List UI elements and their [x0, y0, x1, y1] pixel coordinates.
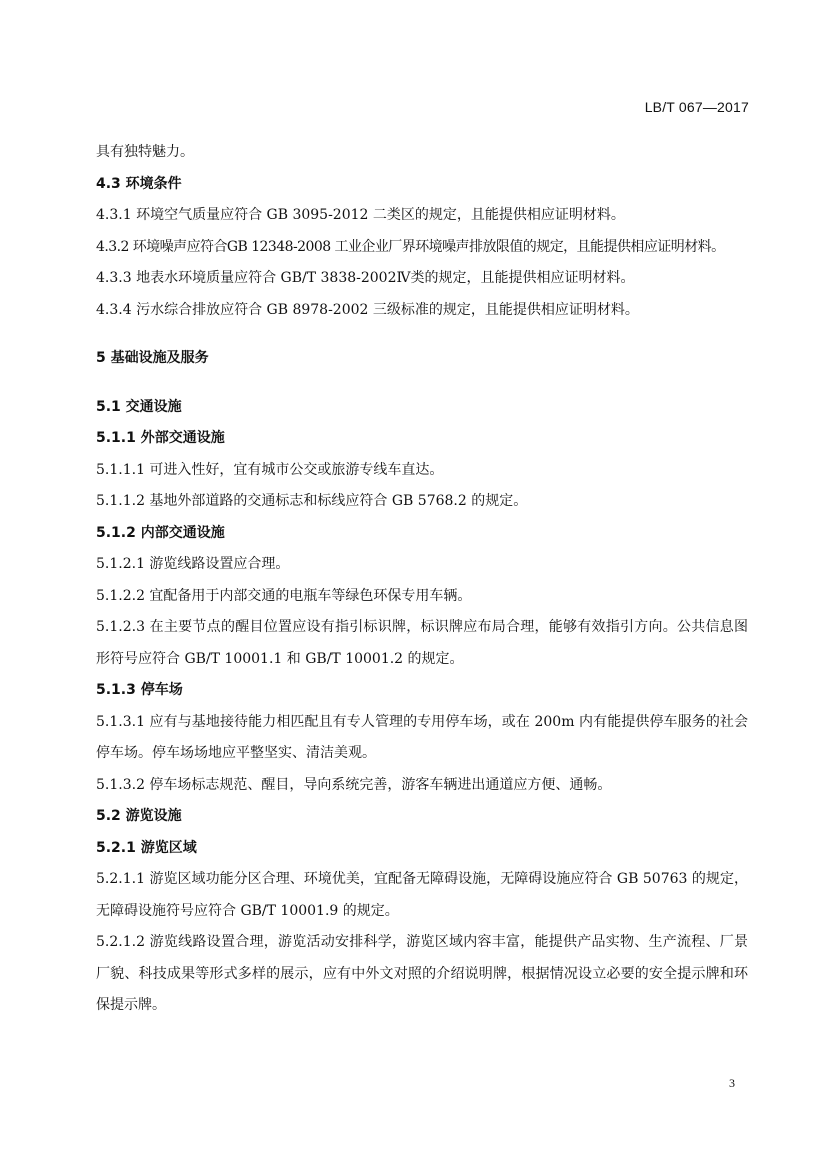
- clause-5-1-1-2: 5.1.1.2 基地外部道路的交通标志和标线应符合 GB 5768.2 的规定。: [96, 493, 528, 509]
- clause-5-1-1-1: 5.1.1.1 可进入性好，宜有城市公交或旅游专线车直达。: [96, 461, 444, 478]
- page-number: 3: [729, 1076, 735, 1090]
- heading-5-1-1: 5.1.1 外部交通设施: [96, 430, 225, 446]
- document-body: [96, 137, 748, 1022]
- standard-code-header: LB/T 067—2017: [644, 99, 749, 115]
- heading-5-2: 5.2 游览设施: [96, 808, 182, 824]
- clause-4-3-1: 4.3.1 环境空气质量应符合 GB 3095-2012 二类区的规定，且能提供相应证明材料。: [96, 207, 625, 223]
- clause-4-3-4: 4.3.4 污水综合排放应符合 GB 8978-2002 三级标准的规定，且能提供相应证明材料。: [96, 301, 639, 318]
- clause-5-1-2-2: 5.1.2.2 宜配备用于内部交通的电瓶车等绿色环保专用车辆。: [96, 587, 472, 604]
- clause-4-3-2: 4.3.2 环境噪声应符合GB 12348-2008 工业企业厂界环境噪声排放限值的规定，且能提供相应证明材料。: [96, 238, 725, 255]
- heading-5-1-3: 5.1.3 停车场: [96, 682, 183, 698]
- clause-4-3-3: 4.3.3 地表水环境质量应符合 GB/T 3838-2002Ⅳ类的规定，且能提供相应证明材料。: [96, 270, 635, 286]
- heading-5-1: 5.1 交通设施: [96, 398, 182, 415]
- clause-5-2-1-2: 5.2.1.2 游览线路设置合理，游览活动安排科学，游览区域内容丰富，能提供产品实物、生产流程、厂景厂貌、科技成果等形式多样的展示，应有中外文对照的介绍说明牌，根据情况设立必要的安全提示牌和环保提示牌。: [96, 934, 748, 1013]
- clause-5-1-2-3: 5.1.2.3 在主要节点的醒目位置应设有指引标识牌，标识牌应布局合理，能够有效指引方向。公共信息图形符号应符合 GB/T 10001.1 和 GB/T 10001.2 的规定。: [96, 619, 748, 667]
- heading-5-1-2: 5.1.2 内部交通设施: [96, 524, 225, 541]
- clause-5-1-3-2: 5.1.3.2 停车场标志规范、醒目，导向系统完善，游客车辆进出通道应方便、通畅。: [96, 776, 612, 793]
- heading-4-3: 4.3 环境条件: [96, 175, 182, 192]
- clause-5-1-2-1: 5.1.2.1 游览线路设置应合理。: [96, 556, 290, 572]
- paragraph-continuation: 具有独特魅力。: [96, 144, 194, 160]
- clause-5-1-3-1: 5.1.3.1 应有与基地接待能力相匹配且有专人管理的专用停车场，或在 200m 内有能提供停车服务的社会停车场。停车场场地应平整坚实、清洁美观。: [96, 713, 748, 761]
- heading-5: 5 基础设施及服务: [96, 350, 209, 366]
- clause-5-2-1-1: 5.2.1.1 游览区域功能分区合理、环境优美，宜配备无障碍设施，无障碍设施应符合 GB 50763 的规定，无障碍设施符号应符合 GB/T 10001.9 的规定。: [96, 871, 748, 919]
- heading-5-2-1: 5.2.1 游览区域: [96, 839, 197, 856]
